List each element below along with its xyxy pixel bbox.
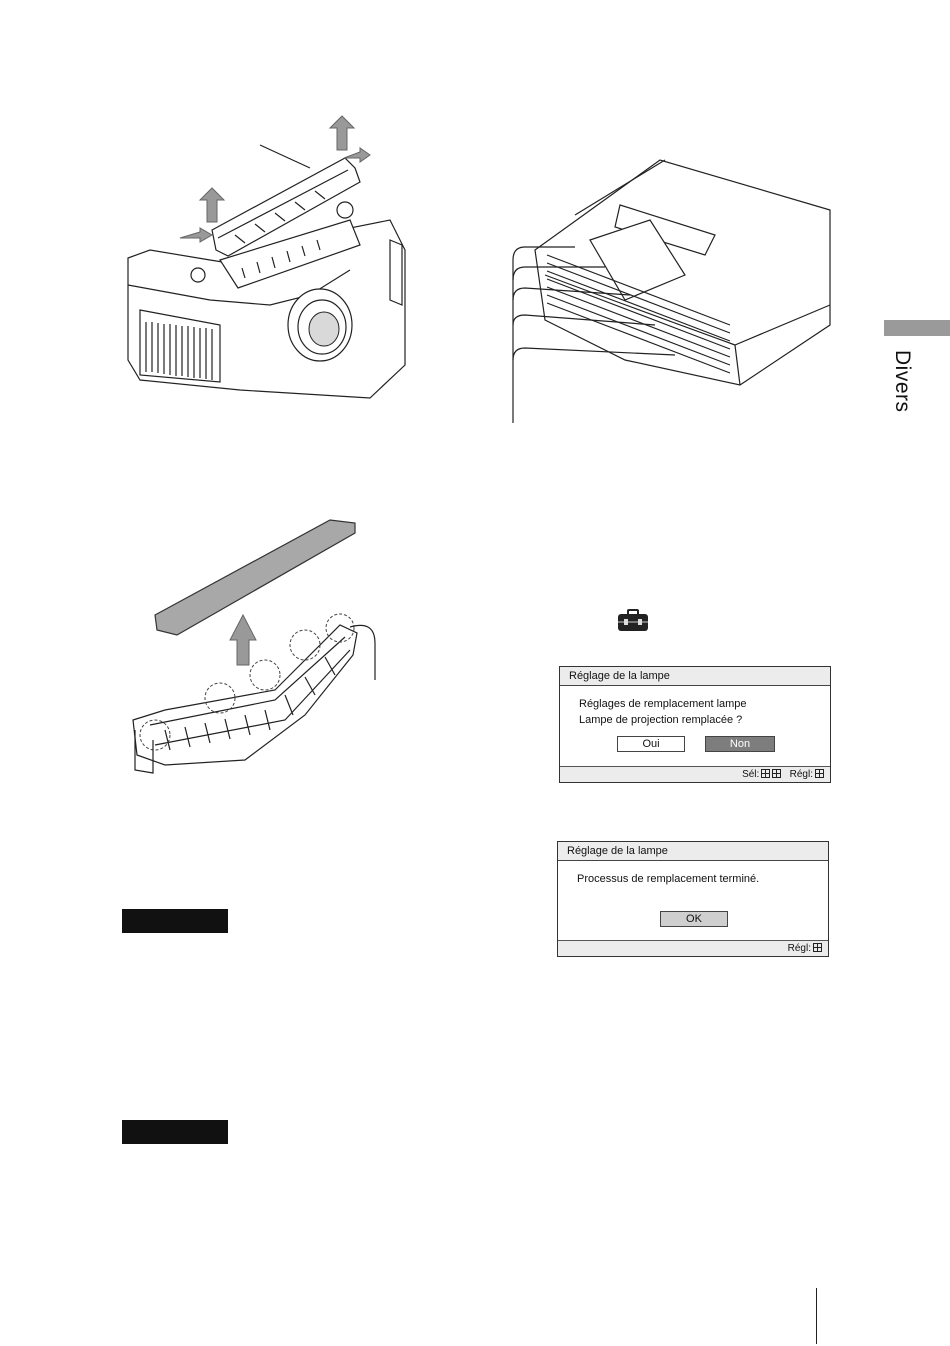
dialog-footer bbox=[560, 766, 830, 782]
dialog-message bbox=[579, 696, 747, 728]
key-icon bbox=[813, 943, 822, 952]
filter-element-illustration bbox=[125, 515, 390, 780]
section-heading-bar-1 bbox=[122, 909, 228, 933]
section-tab-marker bbox=[884, 320, 950, 336]
section-heading-bar-2 bbox=[122, 1120, 228, 1144]
dialog-message: Processus de remplacement terminé. bbox=[577, 873, 760, 885]
lamp-replace-confirm-dialog bbox=[559, 666, 831, 783]
dialog-title: Réglage de la lampe bbox=[558, 842, 828, 861]
projector-filter-removal-illustration bbox=[120, 110, 410, 410]
footer-set-label: Régl: bbox=[789, 769, 813, 780]
page-number-divider bbox=[816, 1288, 817, 1344]
key-icon bbox=[815, 769, 824, 778]
footer-select-label: Sél: bbox=[742, 769, 760, 780]
yes-button[interactable]: Oui bbox=[617, 736, 685, 752]
footer-set-label: Régl: bbox=[787, 943, 811, 954]
section-tab-label bbox=[890, 350, 914, 413]
toolbox-icon bbox=[617, 610, 649, 632]
dialog-footer bbox=[558, 940, 828, 956]
dialog-message-line-1: Réglages de remplacement lampe bbox=[579, 698, 747, 710]
projector-ventilation-illustration bbox=[505, 155, 835, 425]
dialog-title: Réglage de la lampe bbox=[560, 667, 830, 686]
lamp-replace-done-dialog bbox=[557, 841, 829, 957]
key-icon bbox=[761, 769, 770, 778]
no-button[interactable]: Non bbox=[705, 736, 775, 752]
ok-button[interactable]: OK bbox=[660, 911, 728, 927]
section-tab-text: Divers bbox=[891, 350, 914, 413]
key-icon bbox=[772, 769, 781, 778]
dialog-message-line-2: Lampe de projection remplacée ? bbox=[579, 714, 743, 726]
